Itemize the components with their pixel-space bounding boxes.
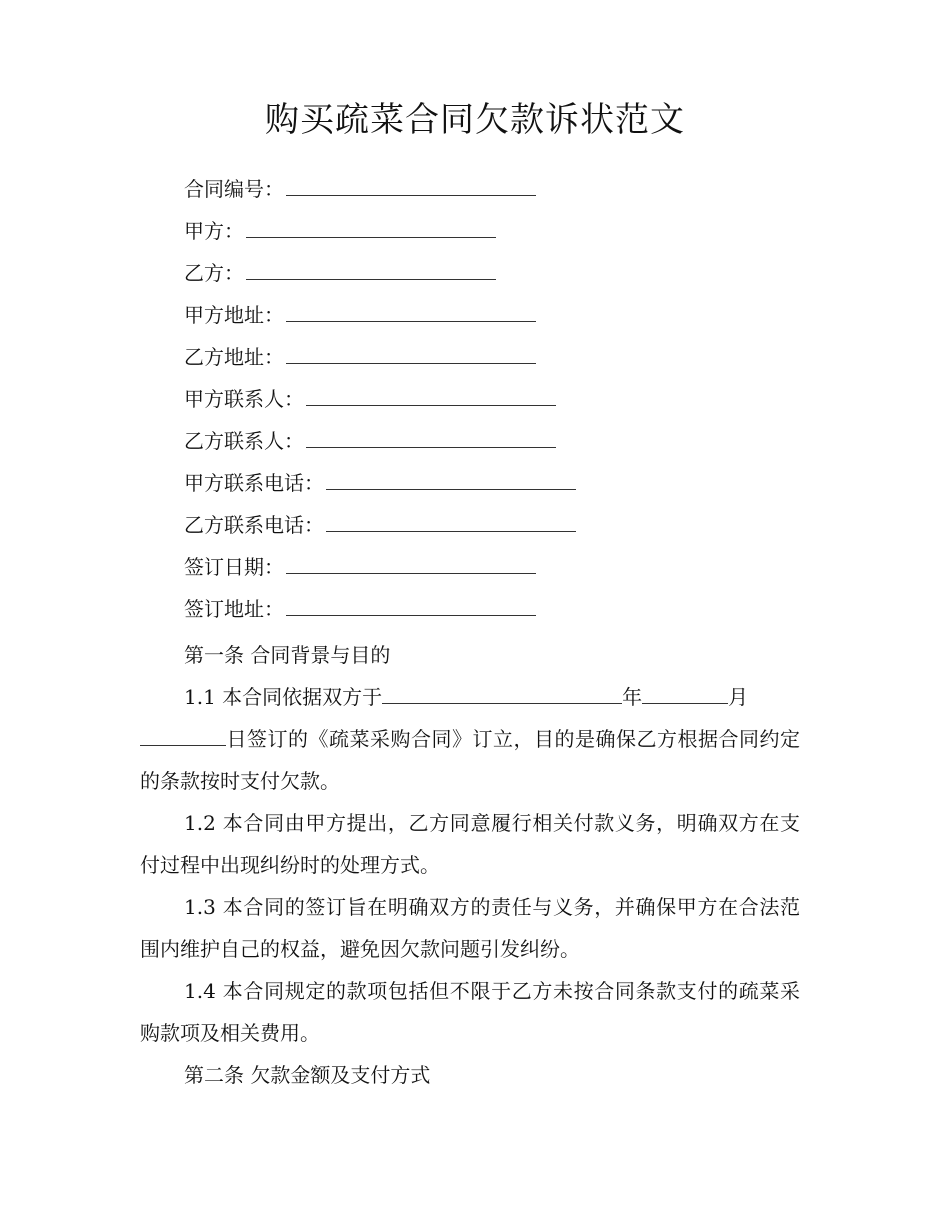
- fill-in-blank: [246, 213, 496, 238]
- clause-text: 1.1 本合同依据双方于: [184, 685, 383, 709]
- contract-body: [140, 634, 800, 1096]
- field-label: 乙方地址：: [184, 345, 284, 369]
- fill-in-blank: [286, 339, 536, 364]
- field-party-b: [184, 254, 576, 296]
- field-label: 甲方：: [184, 219, 244, 243]
- field-signing-date: [184, 548, 576, 590]
- fill-in-blank: [140, 721, 226, 746]
- year-label: 年: [622, 685, 643, 709]
- month-label: 月: [728, 685, 749, 709]
- field-party-a-address: [184, 296, 576, 338]
- field-label: 签订地址：: [184, 597, 284, 621]
- clause-text: 日签订的《疏菜采购合同》订立，目的是确保乙方根据合同约定的条款按时支付欠款。: [140, 727, 800, 793]
- clause-1-2: 1.2 本合同由甲方提出，乙方同意履行相关付款义务，明确双方在支付过程中出现纠纷时的处理方式。: [140, 811, 800, 877]
- field-party-b-contact: [184, 422, 576, 464]
- field-party-a: [184, 212, 576, 254]
- fill-in-blank: [286, 549, 536, 574]
- fill-in-blank: [306, 381, 556, 406]
- field-contract-number: [184, 170, 576, 212]
- section-heading-2: 第二条 欠款金额及支付方式: [184, 1063, 431, 1087]
- document-title: 购买疏菜合同欠款诉状范文: [265, 100, 685, 140]
- field-label: 甲方地址：: [184, 303, 284, 327]
- fill-in-blank: [286, 171, 536, 196]
- fill-in-blank: [286, 591, 536, 616]
- field-label: 乙方联系人：: [184, 429, 304, 453]
- field-party-a-contact: [184, 380, 576, 422]
- fill-in-blank: [326, 507, 576, 532]
- field-label: 合同编号：: [184, 177, 284, 201]
- fill-in-blank: [286, 297, 536, 322]
- section-heading-1: 第一条 合同背景与目的: [184, 643, 391, 667]
- clause-1-1: [140, 676, 800, 802]
- field-signing-place: [184, 590, 576, 632]
- field-party-b-address: [184, 338, 576, 380]
- fill-in-blank: [642, 679, 728, 704]
- fill-in-blank: [326, 465, 576, 490]
- field-party-a-phone: [184, 464, 576, 506]
- field-party-b-phone: [184, 506, 576, 548]
- contract-info-fields: [184, 170, 576, 632]
- field-label: 签订日期：: [184, 555, 284, 579]
- field-label: 甲方联系电话：: [184, 471, 324, 495]
- clause-1-4: 1.4 本合同规定的款项包括但不限于乙方未按合同条款支付的疏菜采购款项及相关费用。: [140, 979, 800, 1045]
- fill-in-blank: [306, 423, 556, 448]
- field-label: 乙方：: [184, 261, 244, 285]
- clause-1-3: 1.3 本合同的签订旨在明确双方的责任与义务，并确保甲方在合法范围内维护自己的权益，避免因欠款问题引发纠纷。: [140, 895, 800, 961]
- fill-in-blank: [382, 679, 622, 704]
- field-label: 乙方联系电话：: [184, 513, 324, 537]
- field-label: 甲方联系人：: [184, 387, 304, 411]
- fill-in-blank: [246, 255, 496, 280]
